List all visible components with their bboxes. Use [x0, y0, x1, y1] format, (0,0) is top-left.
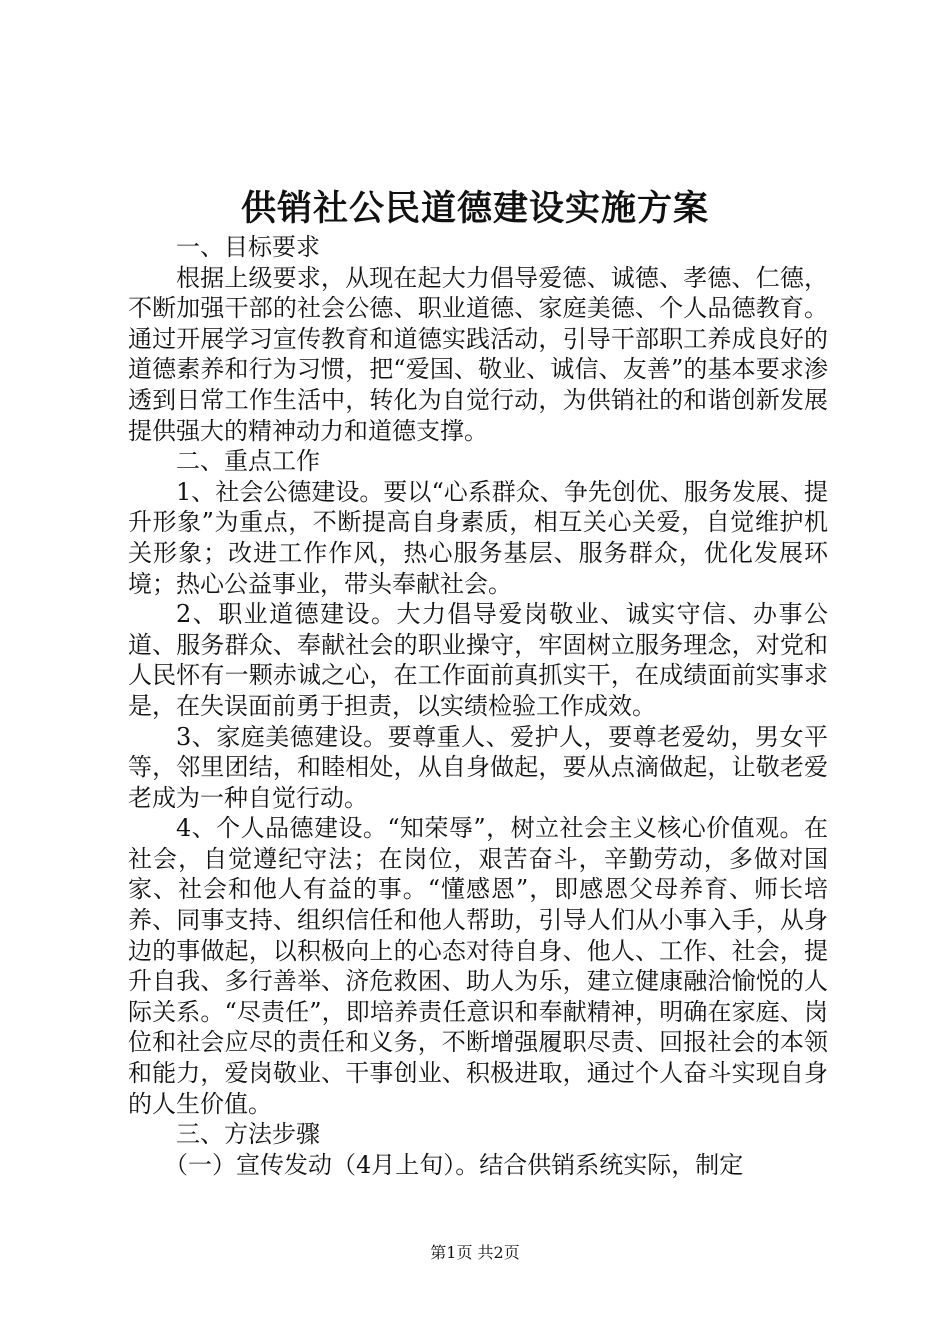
paragraph-family-virtues: 3、家庭美德建设。要尊重人、爱护人，要尊老爱幼，男女平等，邻里团结，和睦相处，从自身做起，要从点滴做起，让敬老爱老成为一种自觉行动。	[128, 722, 828, 812]
document-body	[128, 232, 828, 1180]
section-heading-key-work: 二、重点工作	[176, 447, 320, 476]
document-title: 供销社公民道德建设实施方案	[240, 188, 709, 229]
paragraph-step-one: （一）宣传发动（4月上旬）。结合供销系统实际，制定	[164, 1150, 744, 1179]
paragraph-personal-character: 4、个人品德建设。“知荣辱”，树立社会主义核心价值观。在社会，自觉遵纪守法；在岗位，艰苦奋斗，辛勤劳动，多做对国家、社会和他人有益的事。“懂感恩”，即感恩父母养育、师长培养、同事支持、组织信任和他人帮助，引导人们从小事入手，从身边的事做起，以积极向上的心态对待自身、他人、工作、社会，提升自我、多行善举、济危救困、助人为乐，建立健康融洽愉悦的人际关系。“尽责任”，即培养责任意识和奉献精神，明确在家庭、岗位和社会应尽的责任和义务，不断增强履职尽责、回报社会的本领和能力，爱岗敬业、干事创业、积极进取，通过个人奋斗实现自身的人生价值。	[128, 814, 828, 1118]
section-heading-steps: 三、方法步骤	[176, 1120, 320, 1149]
paragraph-social-ethics: 1、社会公德建设。要以“心系群众、争先创优、服务发展、提升形象”为重点，不断提高自身素质，相互关心关爱，自觉维护机关形象；改进工作作风，热心服务基层、服务群众，优化发展环境；热心公益事业，带头奉献社会。	[128, 477, 828, 598]
page-indicator: 第1页 共2页	[430, 1243, 520, 1262]
paragraph-goals: 根据上级要求，从现在起大力倡导爱德、诚德、孝德、仁德，不断加强干部的社会公德、职业道德、家庭美德、个人品德教育。通过开展学习宣传教育和道德实践活动，引导干部职工养成良好的道德素养和行为习惯，把“爱国、敬业、诚信、友善”的基本要求渗透到日常工作生活中，转化为自觉行动，为供销社的和谐创新发展提供强大的精神动力和道德支撑。	[128, 263, 828, 445]
section-heading-goals: 一、目标要求	[176, 233, 320, 261]
paragraph-professional-ethics: 2、职业道德建设。大力倡导爱岗敬业、诚实守信、办事公道、服务群众、奉献社会的职业操守，牢固树立服务理念，对党和人民怀有一颗赤诚之心，在工作面前真抓实干，在成绩面前实事求是，在失误面前勇于担责，以实绩检验工作成效。	[128, 600, 828, 720]
